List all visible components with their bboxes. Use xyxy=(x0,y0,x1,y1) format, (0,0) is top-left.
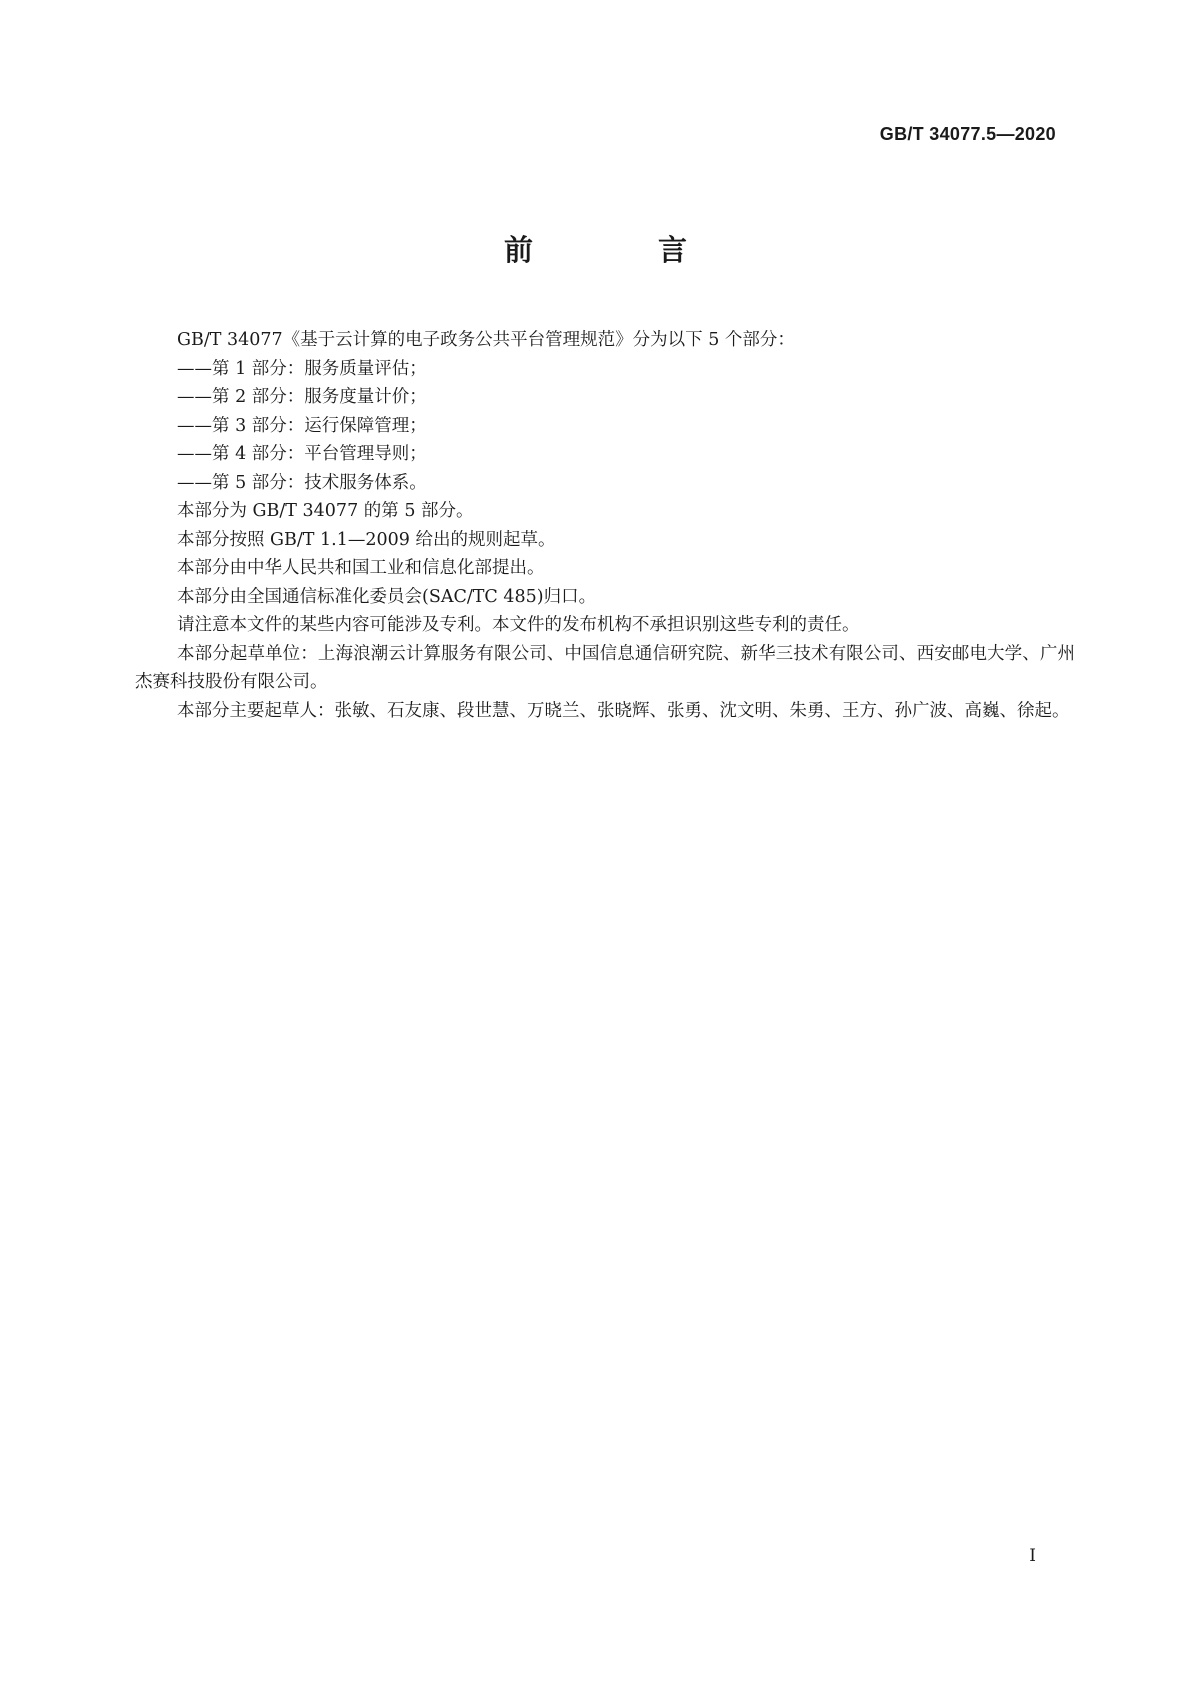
drafters: 本部分主要起草人：张敏、石友康、段世慧、万晓兰、张晓辉、张勇、沈文明、朱勇、王方、孙广波、高巍、徐起。 xyxy=(177,700,1070,721)
proposer: 本部分由中华人民共和国工业和信息化部提出。 xyxy=(177,558,545,578)
part-statement: 本部分为 GB/T 34077 的第 5 部分。 xyxy=(177,501,474,521)
standard-code: GB/T 34077.5—2020 xyxy=(879,124,1056,144)
intro-paragraph: GB/T 34077《基于云计算的电子政务公共平台管理规范》分为以下 5 个部分： xyxy=(177,330,795,350)
foreword-body xyxy=(135,326,1075,725)
patent-notice: 请注意本文件的某些内容可能涉及专利。本文件的发布机构不承担识别这些专利的责任。 xyxy=(177,615,860,635)
technical-committee: 本部分由全国通信标准化委员会(SAC/TC 485)归口。 xyxy=(177,586,597,607)
list-item-part-5: ——第 5 部分：技术服务体系。 xyxy=(177,472,427,493)
page-number: I xyxy=(1029,1546,1036,1566)
drafting-organizations: 本部分起草单位：上海浪潮云计算服务有限公司、中国信息通信研究院、新华三技术有限公司、西安邮电大学、广州杰赛科技股份有限公司。 xyxy=(135,643,1075,692)
list-item-part-1: ——第 1 部分：服务质量评估； xyxy=(177,358,427,379)
list-item-part-3: ——第 3 部分：运行保障管理； xyxy=(177,415,427,436)
drafting-rules: 本部分按照 GB/T 1.1—2009 给出的规则起草。 xyxy=(177,529,556,550)
list-item-part-2: ——第 2 部分：服务度量计价； xyxy=(177,387,427,407)
list-item-part-4: ——第 4 部分：平台管理导则； xyxy=(177,444,427,464)
page-title: 前 言 xyxy=(503,233,735,267)
